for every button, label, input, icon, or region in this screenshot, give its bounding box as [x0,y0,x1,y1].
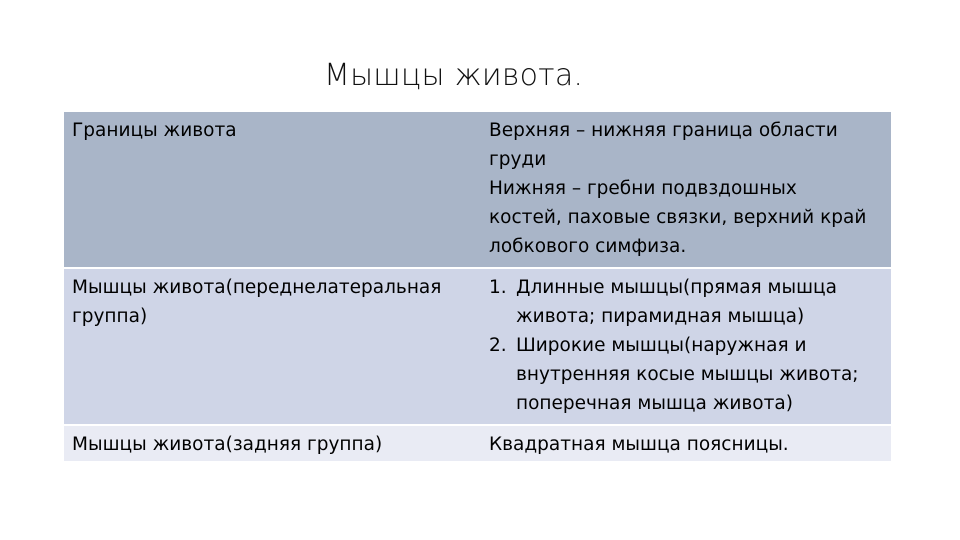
row-label-cell [64,112,475,268]
row-label-line: группа) [72,306,148,327]
row-value-cell [475,425,891,461]
row-label: Мышцы живота(задняя группа) [72,434,383,455]
row-label-line: Мышцы живота(переднелатеральная [72,277,442,298]
table-row [64,425,891,461]
row-value-cell [475,268,891,425]
list-marker: 2. [489,335,507,356]
list-item-line: поперечная мышца живота) [516,393,793,414]
list-item-line: Широкие мышцы(наружная и [516,335,807,356]
list-item-line: внутренняя косые мышцы живота; [516,364,859,385]
list-item-line: живота; пирамидная мышца) [516,306,805,327]
row-value: Квадратная мышца поясницы. [489,434,789,455]
list-marker: 1. [489,277,507,298]
list-item [489,273,883,331]
row-label: Границы живота [72,120,237,141]
row-label-cell [64,268,475,425]
row-value-line: груди [489,149,547,170]
list-item-line: Длинные мышцы(прямая мышца [516,277,837,298]
row-value-line: Верхняя – нижняя граница области [489,120,838,141]
row-value-line: Нижняя – гребни подвздошных [489,178,797,199]
row-label-cell [64,425,475,461]
row-value-cell [475,112,891,268]
table-row [64,112,891,268]
slide-title: Мышцы живота. [324,58,584,93]
table-row [64,268,891,425]
list-item [489,331,883,418]
row-value-line: лобкового симфиза. [489,236,687,257]
row-value-line: костей, паховые связки, верхний край [489,207,867,228]
numbered-list [489,273,883,418]
abdominal-muscles-table [64,112,891,461]
